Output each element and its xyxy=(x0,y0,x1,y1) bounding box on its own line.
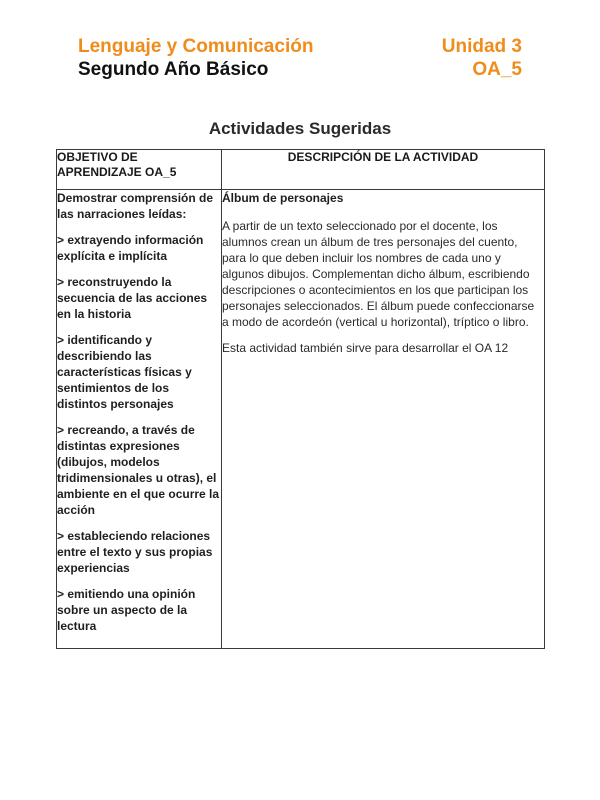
section-title: Actividades Sugeridas xyxy=(208,119,392,138)
objective-item: > recreando, a través de distintas expresiones (dibujos, modelos tridimensionales u otras), el ambiente en el que ocurre la acción xyxy=(57,423,220,517)
page-header xyxy=(78,36,522,82)
table-row xyxy=(57,190,545,649)
activity-note: Esta actividad también sirve para desarrollar el OA 12 xyxy=(222,341,509,355)
unit-label: Unidad 3 xyxy=(441,36,522,57)
objective-item: > emitiendo una opinión sobre un aspecto de la lectura xyxy=(57,587,196,633)
oa-label: OA_5 xyxy=(472,59,522,80)
subject-title: Lenguaje y Comunicación xyxy=(78,36,314,57)
description-column-header: DESCRIPCIÓN DE LA ACTIVIDAD xyxy=(222,150,545,190)
header-row-top xyxy=(78,36,522,59)
objective-intro: Demostrar comprensión de las narraciones leídas: xyxy=(57,191,214,221)
objective-item: > estableciendo relaciones entre el texto y sus propias experiencias xyxy=(57,529,213,575)
description-cell xyxy=(222,190,545,649)
header-row-bottom xyxy=(78,59,522,82)
objective-item: > identificando y describiendo las características físicas y sentimientos de los distintos personajes xyxy=(57,333,192,411)
activity-title: Álbum de personajes xyxy=(222,191,344,205)
objective-item: > extrayendo información explícita e implícita xyxy=(57,233,204,263)
table-header-row xyxy=(57,150,545,190)
objective-column-header: OBJETIVO DE APRENDIZAJE OA_5 xyxy=(57,150,222,190)
activities-table xyxy=(56,149,545,649)
activity-body: A partir de un texto seleccionado por el docente, los alumnos crean un álbum de tres personajes del cuento, para lo que deben incluir los nombres de cada uno y algunos dibujos. Complementan dicho álbum, escribiendo descripciones o acontecimientos en los que participan los personajes seleccionados. El álbum puede confeccionarse a modo de acordeón (vertical u horizontal), tríptico o libro. xyxy=(222,219,535,329)
objective-item: > reconstruyendo la secuencia de las acciones en la historia xyxy=(57,275,208,321)
objectives-cell xyxy=(57,190,222,649)
grade-label: Segundo Año Básico xyxy=(78,59,269,80)
